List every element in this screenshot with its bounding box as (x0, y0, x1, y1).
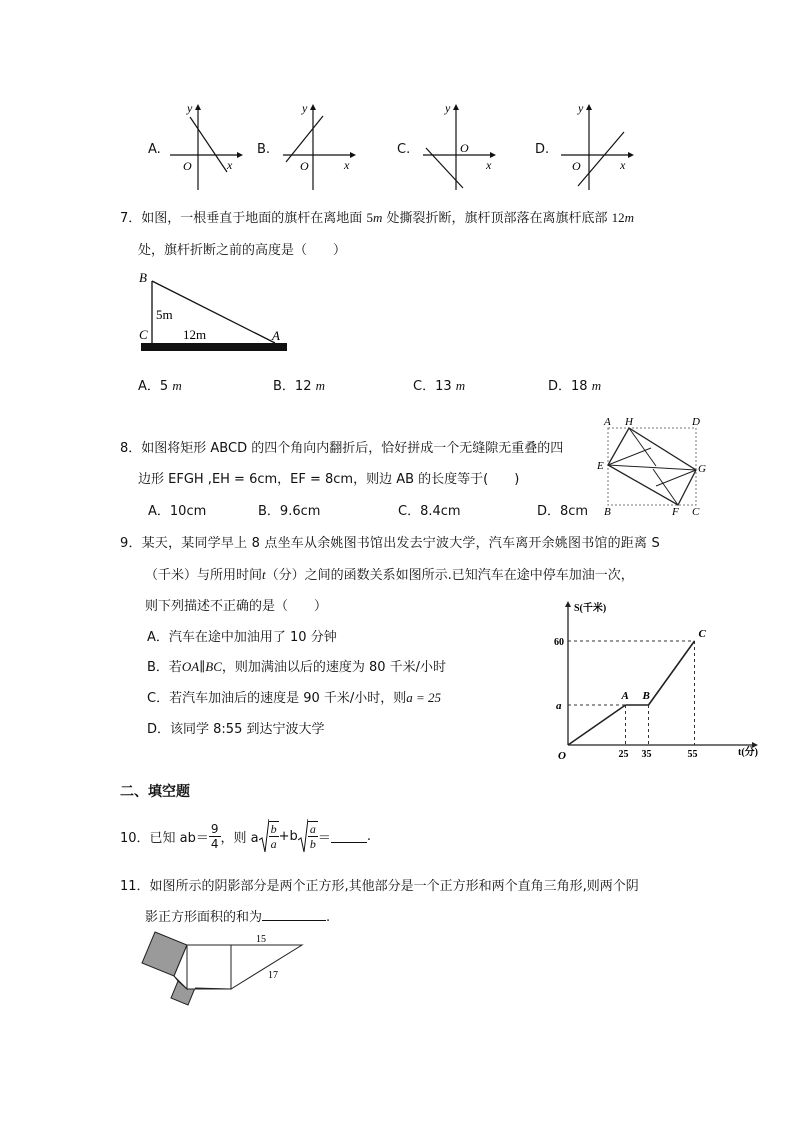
q7-option-d[interactable]: D．18 m (548, 378, 602, 394)
x-tick-35: 35 (641, 749, 652, 760)
axis-y-label: y (187, 101, 193, 115)
label-15: 15 (256, 934, 266, 945)
y-tick-a: a (556, 700, 562, 712)
origin-label: O (300, 159, 309, 173)
q7-option-b[interactable]: B．12 m (273, 378, 325, 394)
q6-graph-a (165, 100, 245, 192)
q9-option-a[interactable]: A．汽车在途中加油用了 10 分钟 (147, 630, 337, 645)
q6-option-c-letter[interactable]: C. (397, 142, 411, 157)
origin-label: O (183, 159, 192, 173)
side-bc-label: 5m (156, 307, 173, 322)
origin-label: O (572, 159, 581, 173)
q8-line2: 边形 EFGH ,EH = 6cm，EF = 8cm，则边 AB 的长度等于( ) (138, 472, 520, 487)
label-f: F (672, 506, 679, 516)
label-g: G (698, 463, 706, 475)
q9-option-d[interactable]: D．该同学 8:55 到达宁波大学 (147, 722, 325, 737)
q11-figure (135, 925, 310, 1011)
q8-figure (596, 414, 710, 516)
q8-option-c[interactable]: C．8.4cm (398, 504, 461, 519)
x-tick-55: 55 (687, 749, 698, 760)
point-label-c: C (698, 628, 706, 640)
q7-option-c[interactable]: C．13 m (413, 378, 466, 394)
label-a: A (604, 416, 611, 428)
q11-line2: 影正方形面积的和为 . (145, 910, 331, 925)
section-2-title: 二、填空题 (120, 784, 190, 800)
axis-x-label: x (227, 158, 233, 172)
q6-graph-c (418, 100, 498, 192)
axis-y-label: y (445, 101, 451, 115)
label-17: 17 (268, 970, 278, 981)
label-b: B (604, 506, 611, 516)
q10-number: 10． (120, 830, 150, 846)
q8-number: 8． (120, 441, 142, 456)
question-10: 10． 已知 ab＝ $\frac{9}{4}$ ，则 a $\frac{b}{a}$ +b $\frac{a}{b}$ ＝ . (120, 818, 371, 854)
q8-option-b[interactable]: B．9.6cm (258, 504, 321, 519)
answer-blank[interactable] (331, 830, 367, 843)
axis-x-label: x (486, 158, 492, 172)
point-label-b: B (642, 690, 650, 702)
q9-option-b[interactable]: B．若OA∥BC，则加满油以后的速度为 80 千米/小时 (147, 659, 447, 675)
label-a: A (272, 328, 280, 343)
y-axis-label: S(千米) (574, 603, 607, 614)
sqrt-b-over-a: $\frac{b}{a}$ (259, 818, 279, 854)
q6-graph-b (278, 100, 358, 192)
q7-line2: 处，旗杆折断之前的高度是（ ） (138, 243, 347, 258)
axis-x-label: x (620, 158, 626, 172)
q9-line3: 则下列描述不正确的是（ ） (145, 599, 328, 614)
q9-distance-time-chart (552, 597, 762, 767)
fraction-9-4: $\frac{9}{4}$ (210, 821, 219, 851)
label-c: C (692, 506, 700, 516)
y-axis-arrow (565, 601, 571, 607)
origin-label: O (460, 141, 469, 155)
q6-graph-d (556, 100, 636, 192)
answer-blank[interactable] (262, 908, 326, 921)
q8-option-a[interactable]: A．10cm (148, 504, 207, 519)
sqrt-a-over-b: $\frac{a}{b}$ (298, 818, 318, 854)
q6-option-a-letter[interactable]: A. (148, 142, 161, 157)
q7-line1: 7．如图，一根垂直于地面的旗杆在离地面 5m 处撕裂折断，旗杆顶部落在离旗杆底部 12m (120, 210, 635, 226)
q9-option-c[interactable]: C．若汽车加油后的速度是 90 千米/小时，则a = 25 (147, 690, 442, 706)
label-c: C (139, 327, 148, 342)
axis-x-label: x (344, 158, 350, 172)
q9-number: 9． (120, 536, 142, 551)
q7-number: 7． (120, 211, 142, 226)
axis-y-label: y (578, 101, 584, 115)
q11-number: 11． (120, 879, 150, 894)
q9-line2: （千米）与所用时间t（分）之间的函数关系如图所示.已知汽车在途中停车加油一次， (145, 567, 634, 583)
q8-line1: 8．如图将矩形 ABCD 的四个角向内翻折后，恰好拼成一个无缝隙无重叠的四 (120, 441, 564, 456)
q11-line1: 11．如图所示的阴影部分是两个正方形,其他部分是一个正方形和两个直角三角形,则两个阴 (120, 879, 639, 894)
x-tick-25: 25 (618, 749, 629, 760)
y-tick-60: 60 (554, 637, 564, 648)
series-segment-1 (568, 705, 626, 745)
label-b: B (139, 270, 147, 285)
label-d: D (692, 416, 700, 428)
q8-option-d[interactable]: D．8cm (537, 504, 589, 519)
q7-figure (135, 266, 295, 358)
q6-option-d-letter[interactable]: D. (535, 142, 550, 157)
point-label-a: A (621, 690, 629, 702)
q6-option-b-letter[interactable]: B. (257, 142, 271, 157)
label-e: E (597, 460, 604, 472)
point-label-o: O (558, 750, 566, 762)
q9-line1: 9．某天，某同学早上 8 点坐车从余姚图书馆出发去宁波大学，汽车离开余姚图书馆的距离 S (120, 536, 660, 551)
label-h: H (625, 416, 633, 428)
axis-y-label: y (302, 101, 308, 115)
side-ca-label: 12m (183, 327, 207, 342)
q7-option-a[interactable]: A．5 m (138, 378, 182, 394)
series-segment-3 (649, 641, 695, 705)
x-axis-label: t(分) (738, 747, 758, 758)
